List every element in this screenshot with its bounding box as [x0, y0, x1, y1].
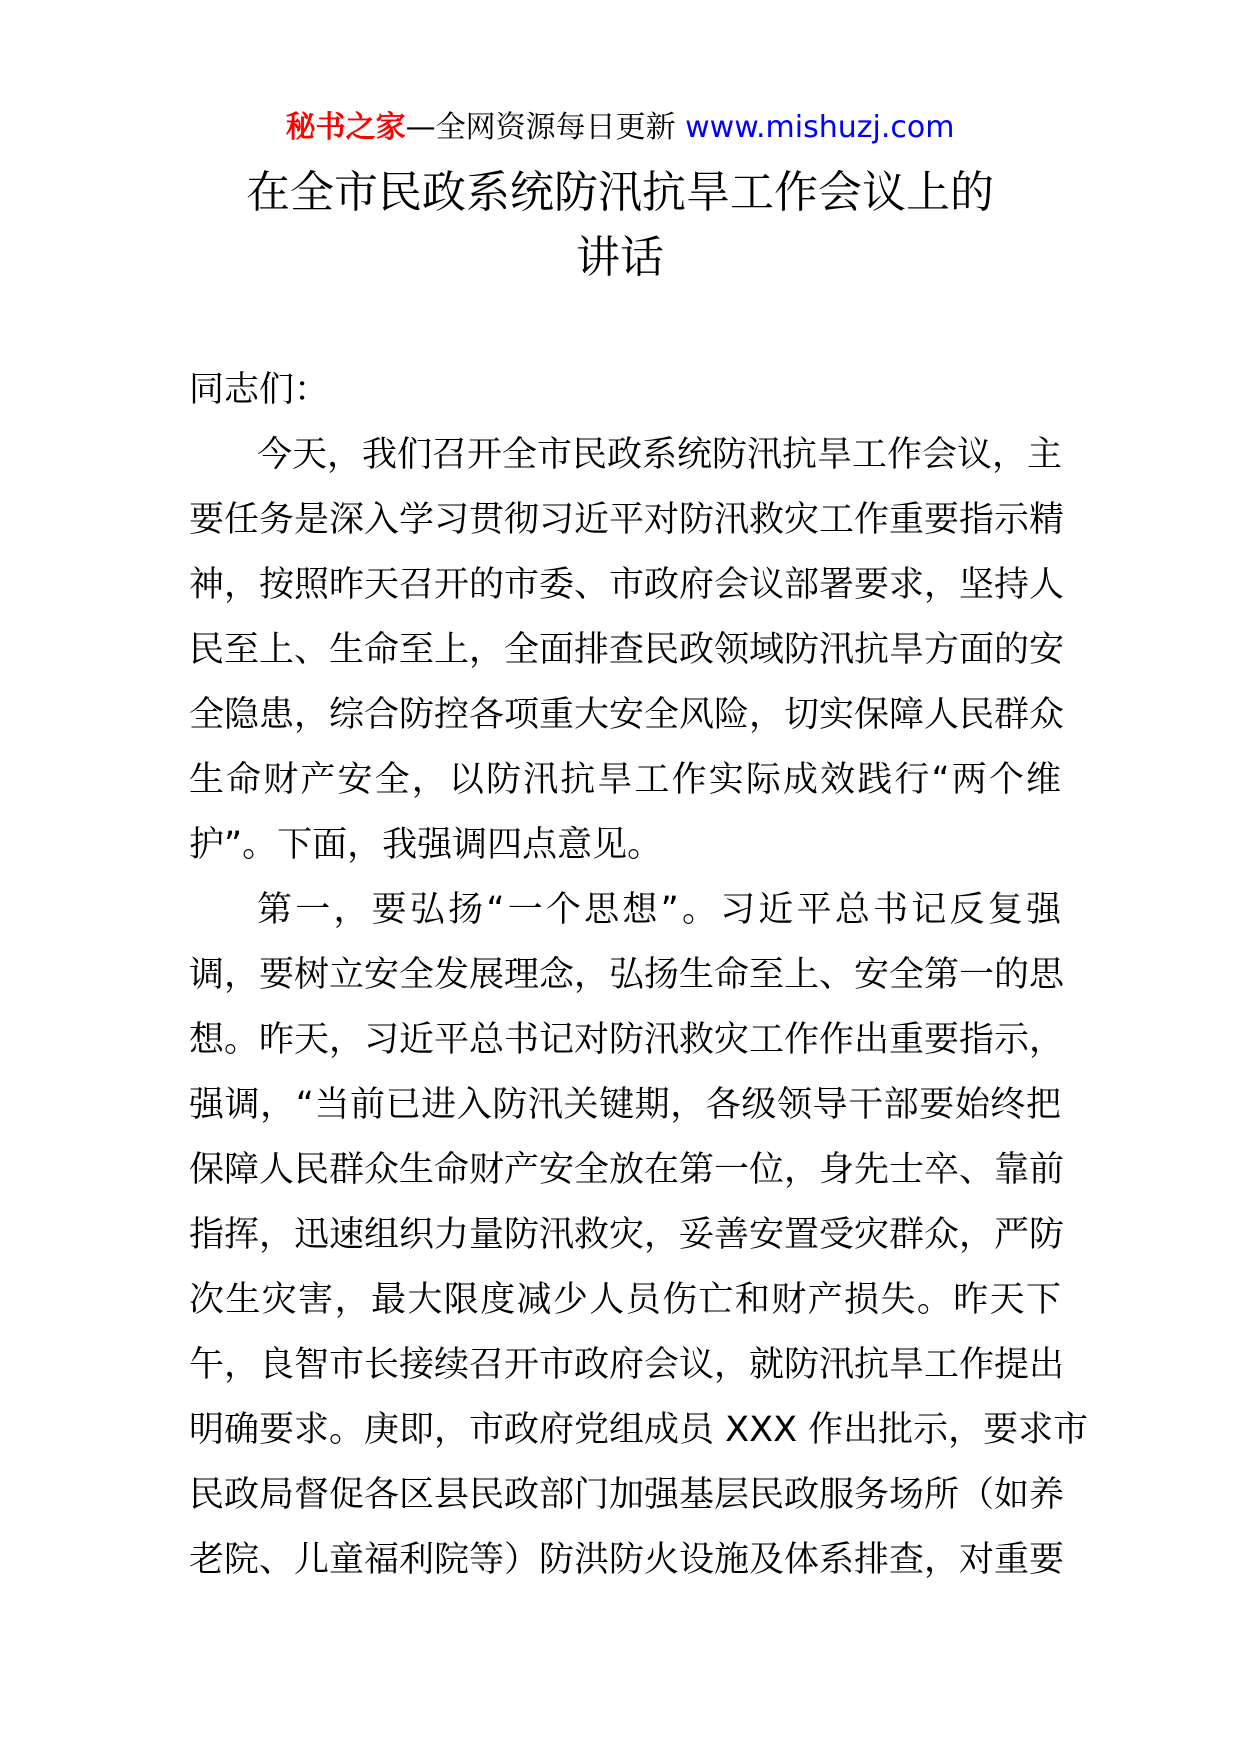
paragraph-line: 全隐患，综合防控各项重大安全风险，切实保障人民群众	[189, 695, 1065, 735]
paragraph-line: 护”。下面，我强调四点意见。	[189, 825, 663, 865]
paragraph-line: 指挥，迅速组织力量防汛救灾，妥善安置受灾群众，严防	[189, 1215, 1065, 1255]
paragraph-line: 保障人民群众生命财产安全放在第一位，身先士卒、靠前	[189, 1150, 1065, 1190]
paragraph-line: 神，按照昨天召开的市委、市政府会议部署要求，坚持人	[189, 565, 1065, 605]
paragraph-line: 第一，要弘扬“一个思想”。习近平总书记反复强	[257, 890, 1061, 930]
paragraph-line: 午，良智市长接续召开市政府会议，就防汛抗旱工作提出	[189, 1345, 1065, 1385]
watermark-header	[0, 102, 1240, 146]
paragraph-line: 民至上、生命至上，全面排查民政领域防汛抗旱方面的安	[189, 630, 1065, 670]
title-line: 讲话	[576, 232, 664, 283]
header-tagline: —全网资源每日更新	[405, 110, 686, 145]
paragraph-line: 要任务是深入学习贯彻习近平对防汛救灾工作重要指示精	[189, 500, 1065, 540]
website-url[interactable]: www.mishuzj.com	[685, 110, 955, 145]
paragraph	[189, 878, 1089, 1593]
paragraph-line: 次生灾害，最大限度减少人员伤亡和财产损失。昨天下	[189, 1280, 1061, 1320]
document-title	[150, 160, 1090, 290]
paragraph-line: 生命财产安全，以防汛抗旱工作实际成效践行“两个维	[189, 760, 1061, 800]
paragraph-line: 老院、儿童福利院等）防洪防火设施及体系排查，对重要	[189, 1540, 1065, 1580]
paragraph-line: 想。昨天，习近平总书记对防汛救灾工作作出重要指示，	[189, 1020, 1065, 1060]
title-line: 在全市民政系统防汛抗旱工作会议上的	[246, 167, 994, 218]
paragraph-line: 调，要树立安全发展理念，弘扬生命至上、安全第一的思	[189, 955, 1065, 995]
paragraph-line: 强调，“当前已进入防汛关键期，各级领导干部要始终把	[189, 1085, 1061, 1125]
brand-name: 秘书之家	[285, 110, 406, 145]
salutation: 同志们：	[189, 370, 330, 410]
paragraph	[189, 423, 1065, 878]
paragraph-line: 今天，我们召开全市民政系统防汛抗旱工作会议，主	[257, 435, 1063, 475]
paragraph-line: 明确要求。庚即，市政府党组成员 XXX 作出批示，要求市	[189, 1410, 1089, 1450]
document-body	[189, 358, 1089, 1593]
paragraph-line: 民政局督促各区县民政部门加强基层民政服务场所（如养	[189, 1475, 1065, 1515]
